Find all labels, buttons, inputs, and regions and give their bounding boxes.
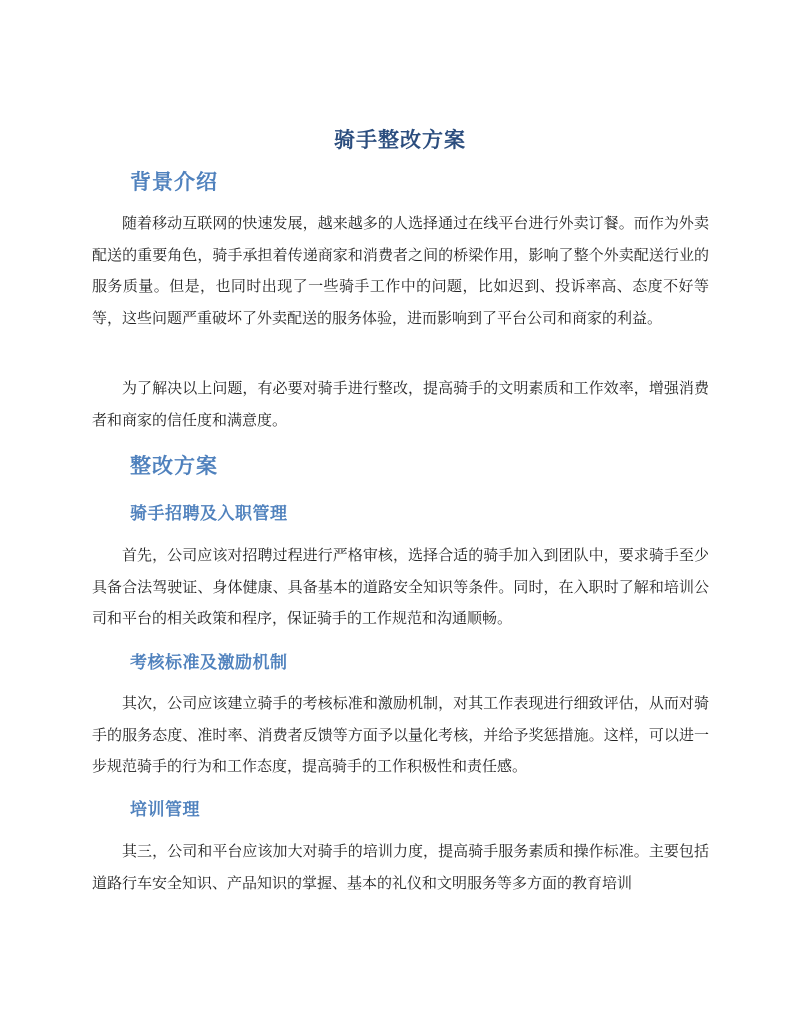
subsection-heading-training: 培训管理	[130, 800, 200, 820]
paragraph-assessment: 其次，公司应该建立骑手的考核标准和激励机制，对其工作表现进行细致评估，从而对骑手的服务态度、准时率、消费者反馈等方面予以量化考核，并给予奖惩措施。这样，可以进一步规范骑手的行为和工作态度，提高骑手的工作积极性和责任感。	[92, 694, 709, 775]
section-heading-plan: 整改方案	[130, 453, 218, 478]
paragraph-training: 其三，公司和平台应该加大对骑手的培训力度，提高骑手服务素质和操作标准。主要包括道路行车安全知识、产品知识的掌握、基本的礼仪和文明服务等多方面的教育培训	[92, 842, 709, 892]
subsection-heading-assessment: 考核标准及激励机制	[130, 653, 288, 673]
paragraph-recruitment: 首先，公司应该对招聘过程进行严格审核，选择合适的骑手加入到团队中，要求骑手至少具备合法驾驶证、身体健康、具备基本的道路安全知识等条件。同时，在入职时了解和培训公司和平台的相关政策和程序，保证骑手的工作规范和沟通顺畅。	[92, 546, 709, 627]
document-title: 骑手整改方案	[334, 127, 466, 152]
subsection-heading-recruitment: 骑手招聘及入职管理	[130, 504, 288, 524]
paragraph-background-2: 为了解决以上问题，有必要对骑手进行整改，提高骑手的文明素质和工作效率，增强消费者和商家的信任度和满意度。	[92, 379, 709, 429]
section-heading-background: 背景介绍	[130, 169, 218, 194]
paragraph-background-1: 随着移动互联网的快速发展，越来越多的人选择通过在线平台进行外卖订餐。而作为外卖配送的重要角色，骑手承担着传递商家和消费者之间的桥梁作用，影响了整个外卖配送行业的服务质量。但是，也同时出现了一些骑手工作中的问题，比如迟到、投诉率高、态度不好等等，这些问题严重破坏了外卖配送的服务体验，进而影响到了平台公司和商家的利益。	[92, 214, 709, 327]
